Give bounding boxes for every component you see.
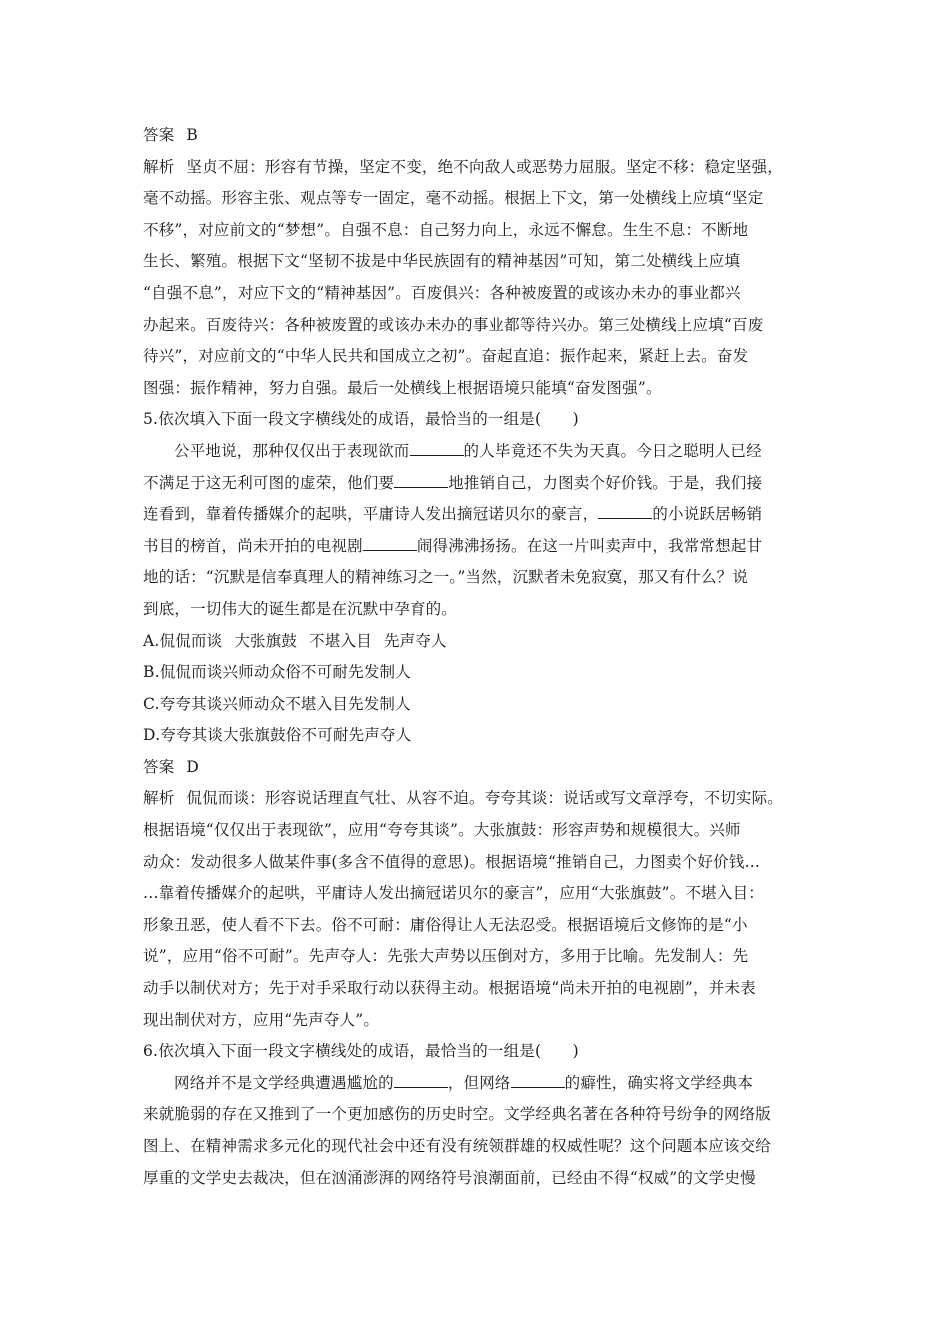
passage-text: 的癖性，确实将文学经典本 <box>564 1073 754 1092</box>
question-stem: 6.依次填入下面一段文字横线处的成语，最恰当的一组是( ) <box>143 1042 579 1061</box>
analysis-line: 根据语境“仅仅出于表现欲”，应用“夸夸其谈”。大张旗鼓：形容声势和规模很大。兴师 <box>143 821 741 840</box>
passage-line: 地的话：“沉默是信奉真理人的精神练习之一。”当然，沉默者未免寂寞，那又有什么？说 <box>143 568 749 587</box>
answer-line <box>143 752 813 784</box>
document-page <box>143 120 813 1194</box>
analysis-line: 图强：振作精神，努力自强。最后一处横线上根据语境只能填“奋发图强”。 <box>143 378 662 397</box>
option-a-word: A.侃侃而谈 <box>143 631 223 650</box>
option-b: B.侃侃而谈兴师动众俗不可耐先发制人 <box>143 663 411 682</box>
analysis-line: 不移”，对应前文的“梦想”。自强不息：自己努力向上，永远不懈怠。生生不息：不断地 <box>143 220 749 239</box>
fill-blank <box>394 1073 448 1088</box>
analysis-line: “自强不息”，对应下文的“精神基因”。百废俱兴：各种被废置的或该办未办的事业都兴 <box>143 283 741 302</box>
question-stem: 5.依次填入下面一段文字横线处的成语，最恰当的一组是( ) <box>143 410 579 429</box>
passage-text: 公平地说，那种仅仅出于表现欲而 <box>174 441 410 460</box>
passage-text: 的小说跃居畅销 <box>652 505 763 524</box>
passage-line <box>143 531 813 563</box>
analysis-label: 解析 <box>143 157 175 176</box>
passage-text: 不满足于这无利可图的虚荣，他们要 <box>143 473 395 492</box>
option-a-word: 不堪入目 <box>309 631 372 650</box>
analysis-line: …靠着传播媒介的起哄，平庸诗人发出摘冠诺贝尔的豪言”，应用“大张旗鼓”。不堪入目： <box>143 884 764 903</box>
passage-text: 闹得沸沸扬扬。在这一片叫卖声中，我常常想起甘 <box>416 536 763 555</box>
answer-value: B <box>186 126 198 144</box>
analysis-line: 毫不动摇。形容主张、观点等专一固定，毫不动摇。根据上下文，第一处横线上应填“坚定 <box>143 189 764 208</box>
passage-line: 图上、在精神需求多元化的现代社会中还有没有统领群雄的权威性呢？这个问题本应该交给 <box>143 1137 772 1155</box>
passage-text: 书目的榜首，尚未开拍的电视剧 <box>143 536 363 555</box>
passage-line <box>143 1068 813 1100</box>
fill-blank <box>598 504 652 519</box>
option-d: D.夸夸其谈大张旗鼓俗不可耐先声夺人 <box>143 726 412 745</box>
fill-blank <box>410 441 464 456</box>
passage-text: ，但网络 <box>447 1073 511 1092</box>
analysis-label: 解析 <box>143 789 175 808</box>
option-a-word: 大张旗鼓 <box>234 631 298 650</box>
fill-blank <box>363 536 417 551</box>
answer-line <box>143 120 813 152</box>
passage-line: 来就脆弱的存在又推到了一个更加感伤的历史时空。文学经典名著在各种符号纷争的网络版 <box>143 1105 772 1124</box>
analysis-line <box>143 152 813 184</box>
fill-blank <box>511 1073 565 1088</box>
passage-text: 地推销自己，力图卖个好价钱。于是，我们接 <box>448 473 763 492</box>
answer-label: 答案 <box>143 126 175 144</box>
passage-line <box>143 436 813 468</box>
analysis-line: 办起来。百废待兴：各种被废置的或该办未办的事业都等待兴办。第三处横线上应填“百废 <box>143 315 764 334</box>
passage-line <box>143 499 813 531</box>
passage-text: 连看到，靠着传播媒介的起哄，平庸诗人发出摘冠诺贝尔的豪言， <box>143 505 599 524</box>
option-a <box>143 626 813 658</box>
analysis-line: 待兴”，对应前文的“中华人民共和国成立之初”。奋起直追：振作起来，紧赶上去。奋发 <box>143 347 749 366</box>
analysis-line <box>143 783 813 815</box>
analysis-line: 形象丑恶，使人看不下去。俗不可耐：庸俗得让人无法忍受。根据语境后文修饰的是“小 <box>143 915 748 934</box>
passage-text: 的人毕竟还不失为天真。今日之聪明人已经 <box>463 441 762 460</box>
analysis-line: 生长、繁殖。根据下文“坚韧不拔是中华民族固有的精神基因”可知，第二处横线上应填 <box>143 252 741 271</box>
passage-line: 厚重的文学史去裁决，但在汹涌澎湃的网络符号浪潮面前，已经由不得“权威”的文学史慢 <box>143 1168 756 1187</box>
answer-label: 答案 <box>143 757 175 776</box>
passage-line <box>143 468 813 500</box>
analysis-line: 动众：发动很多人做某件事(多含不值得的意思)。根据语境“推销自己，力图卖个好价钱… <box>143 852 761 871</box>
analysis-line: 动手以制伏对方；先于对手采取行动以获得主动。根据语境“尚未开拍的电视剧”，并未表 <box>143 979 756 998</box>
option-c: C.夸夸其谈兴师动众不堪入目先发制人 <box>143 694 411 713</box>
fill-blank <box>394 473 448 488</box>
option-a-word: 先声夺人 <box>383 631 447 650</box>
answer-value: D <box>186 757 200 776</box>
analysis-line: 说”，应用“俗不可耐”。先声夺人：先张大声势以压倒对方，多用于比喻。先发制人：先 <box>143 947 749 966</box>
passage-line: 到底，一切伟大的诞生都是在沉默中孕育的。 <box>143 599 458 618</box>
analysis-line: 现出制伏对方，应用“先声夺人”。 <box>143 1010 380 1029</box>
analysis-text: 坚贞不屈：形容有节操，坚定不变，绝不向敌人或恶势力屈服。坚定不移：稳定坚强， <box>186 157 784 176</box>
passage-text: 网络并不是文学经典遭遇尴尬的 <box>174 1073 394 1092</box>
analysis-text: 侃侃而谈：形容说话理直气壮、从容不迫。夸夸其谈：说话或写文章浮夸，不切实际。 <box>186 789 784 808</box>
